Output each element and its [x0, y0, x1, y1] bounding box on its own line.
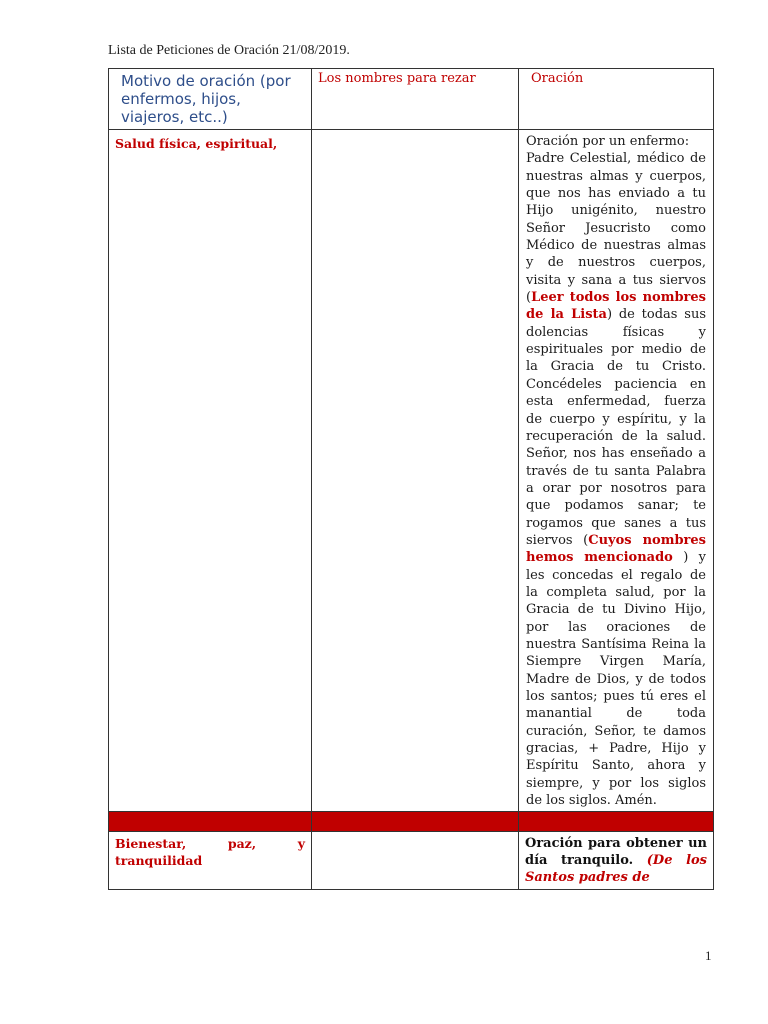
row3-nombres-cell [312, 832, 519, 890]
prayer-highlight-2: Cuyos nombres hemos mencionado [526, 532, 706, 566]
prayer-text-part3: ) y les concedas el regalo de la completa salud, por la Gracia de tu Divino Hijo, por las oraciones de nuestra Santísima Reina la Siempre Virgen María, Madre de Dios, y de todos los santos; pues tú eres el manantial de toda curación, Señor, te damos gracias, + Padre, Hijo y Espíritu Santo, ahora y siempre, y por los siglos de los siglos. Amén. [526, 550, 706, 809]
separator-cell-1 [109, 812, 312, 832]
prayer-text-part1: Padre Celestial, médico de nuestras almas y cuerpos, que nos has enviado a tu Hijo unigénito, nuestro Señor Jesucristo como Médico de nuestras almas y de nuestros cuerpos, visita y sana a tus siervos ( [526, 151, 706, 306]
separator-cell-2 [312, 812, 519, 832]
header-oracion: Oración [519, 69, 714, 130]
header-motivo: Motivo de oración (por enfermos, hijos, viajeros, etc..) [109, 69, 312, 130]
prayer-highlight-1: Leer todos los nombres de la Lista [526, 290, 706, 323]
row1-motivo: Salud física, espiritual, [115, 136, 278, 151]
page-number: 1 [705, 948, 712, 963]
prayer-request-table [108, 68, 714, 890]
separator-row [109, 812, 714, 832]
table-row [109, 130, 714, 812]
document-header: Lista de Peticiones de Oración 21/08/2019. [108, 43, 350, 58]
row1-prayer-cell [519, 130, 714, 812]
row1-prayer-text [526, 150, 706, 809]
row3-prayer-cell [519, 832, 714, 890]
row3-motivo: Bienestar, paz, y tranquilidad [109, 832, 312, 890]
row1-nombres-cell [312, 130, 519, 812]
prayer-text-part2: ) de todas sus dolencias físicas y espirituales por medio de la Gracia de tu Cristo. Concédeles paciencia en esta enfermedad, fuerza de cuerpo y espíritu, y la recuperación de la salud. Señor, nos has enseñado a través de tu santa Palabra a orar por nosotros para que podamos sanar; te rogamos que sanes a tus siervos ( [526, 307, 706, 548]
separator-cell-3 [519, 812, 714, 832]
header-nombres: Los nombres para rezar [312, 69, 519, 130]
row3-prayer-title: Oración para obtener un día tranquilo. [525, 836, 707, 869]
table-header-row [109, 69, 714, 130]
row3-prayer-subtitle: (De los Santos padres de [525, 853, 708, 886]
table-row [109, 832, 714, 890]
row1-motivo-cell [109, 130, 312, 812]
row1-prayer-title: Oración por un enfermo: [526, 134, 690, 149]
